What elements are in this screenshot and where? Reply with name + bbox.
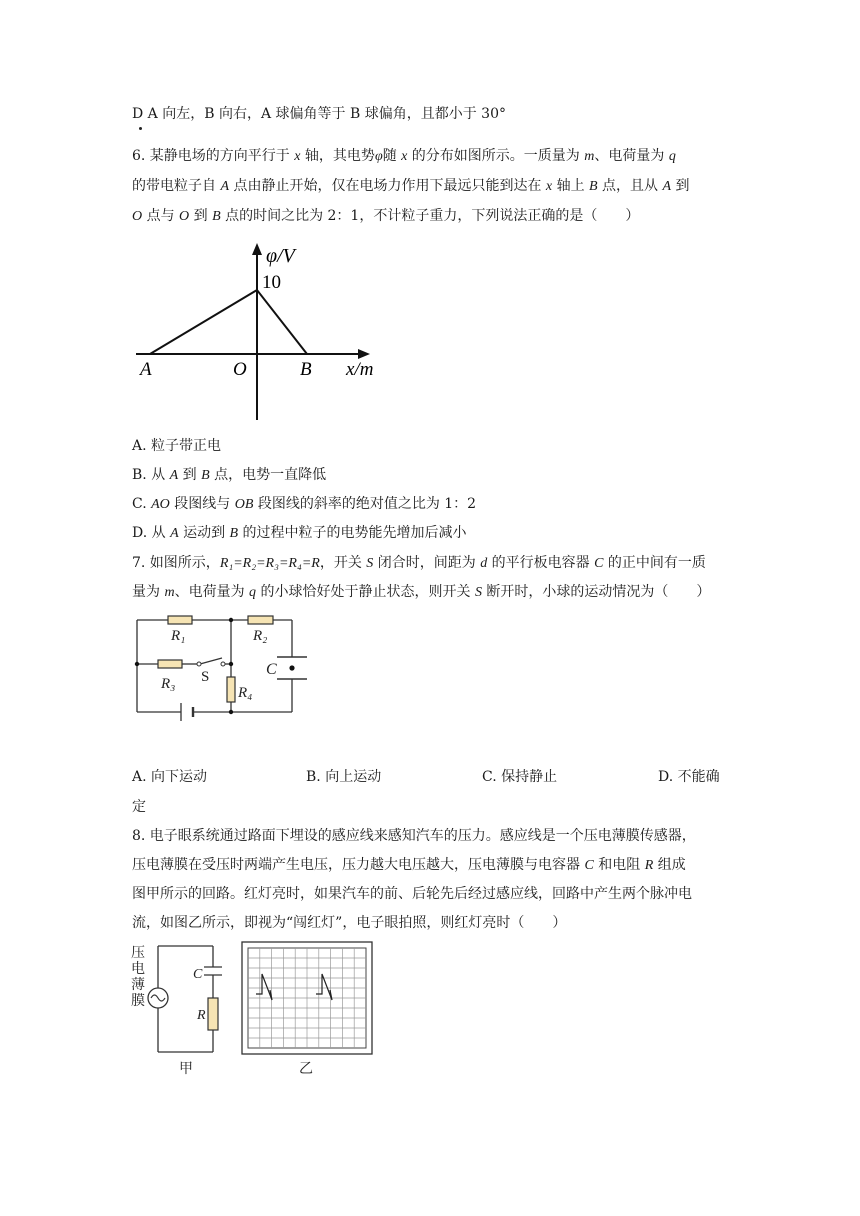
jia-side-label-2: 电 bbox=[131, 962, 145, 977]
q7-stem-line-2: 量为 m、电荷量为 q 的小球恰好处于静止状态，则开关 S 断开时，小球的运动情况为（ ） bbox=[132, 584, 711, 600]
q6-option-d: D. 从 A 运动到 B 的过程中粒子的电势能先增加后减小 bbox=[132, 525, 467, 541]
q6-option-a: A. 粒子带正电 bbox=[132, 438, 222, 454]
label-s: S bbox=[201, 669, 210, 685]
q7-option-c: C. 保持静止 bbox=[482, 769, 558, 785]
q7-option-b: B. 向上运动 bbox=[306, 769, 382, 785]
y-axis-label: φ/V bbox=[266, 245, 295, 267]
jia-caption: 甲 bbox=[179, 1062, 193, 1077]
jia-side-label-4: 膜 bbox=[131, 994, 145, 1009]
q6-option-b: B. 从 A 到 B 点，电势一直降低 bbox=[132, 467, 327, 483]
q8-stem-line-4: 流，如图乙所示，即视为“闯红灯”，电子眼拍照，则红灯亮时（ ） bbox=[132, 915, 567, 931]
jia-label-c: C bbox=[193, 967, 203, 982]
point-o-label: O bbox=[233, 359, 247, 380]
yi-caption: 乙 bbox=[299, 1062, 313, 1077]
q7-option-d: D. 不能确 bbox=[658, 769, 720, 785]
q7-option-d-continued: 定 bbox=[132, 799, 146, 815]
q8-stem-line-1: 8. 电子眼系统通过路面下埋设的感应线来感知汽车的压力。感应线是一个压电薄膜传感器， bbox=[132, 828, 696, 844]
q8-stem-line-3: 图甲所示的回路。红灯亮时，如果汽车的前、后轮先后经过感应线，回路中产生两个脉冲电 bbox=[132, 886, 692, 902]
q6-stem-line-1: 6. 某静电场的方向平行于 x 轴，其电势φ随 x 的分布如图所示。一质量为 m、电荷量为 q bbox=[132, 148, 676, 164]
label-r3: R₃ bbox=[161, 676, 176, 692]
q6-option-c: C. AO 段图线与 OB 段图线的斜率的绝对值之比为 1：2 bbox=[132, 496, 477, 512]
x-axis-label: x/m bbox=[346, 359, 374, 380]
q5-option-d: D A 向左，B 向右，A 球偏角等于 B 球偏角，且都小于 30° bbox=[132, 106, 506, 122]
q7-option-a: A. 向下运动 bbox=[132, 769, 208, 785]
label-r4: R₄ bbox=[238, 685, 253, 701]
peak-label: 10 bbox=[262, 272, 281, 293]
q8-stem-line-2: 压电薄膜在受压时两端产生电压，压力越大电压越大，压电薄膜与电容器 C 和电阻 R 组成 bbox=[132, 857, 686, 873]
q7-stem-line-1: 7. 如图所示，R₁=R₂=R₃=R₄=R，开关 S 闭合时，间距为 d 的平行板电容器 C 的正中间有一质 bbox=[132, 555, 706, 571]
jia-label-r: R bbox=[197, 1008, 206, 1023]
label-r1: R₁ bbox=[171, 628, 186, 644]
jia-side-label-3: 薄 bbox=[131, 978, 145, 993]
point-b-label: B bbox=[300, 359, 312, 380]
q6-stem-line-3: O 点与 O 到 B 点的时间之比为 2：1，不计粒子重力，下列说法正确的是（ ） bbox=[132, 208, 640, 224]
jia-side-label-1: 压 bbox=[131, 946, 145, 961]
label-c: C bbox=[266, 661, 277, 678]
label-r2: R₂ bbox=[253, 628, 268, 644]
q6-stem-line-2: 的带电粒子自 A 点由静止开始，仅在电场力作用下最远只能到达在 x 轴上 B 点，且从 A 到 bbox=[132, 178, 690, 194]
point-a-label: A bbox=[140, 359, 152, 380]
